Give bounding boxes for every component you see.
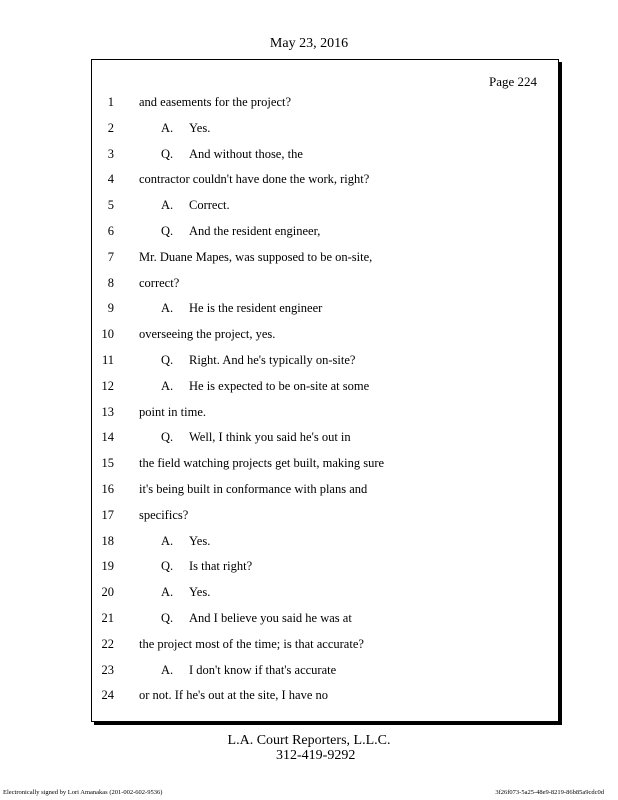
transcript-line — [92, 298, 558, 318]
line-text-container — [161, 221, 320, 241]
line-text-container — [139, 402, 206, 422]
line-text: Yes. — [189, 120, 211, 135]
qa-label: Q. — [161, 353, 174, 367]
document-hash: 3f26f073-5a25-48e9-8219-86b85a9cdc0d — [495, 789, 604, 796]
qa-label: A. — [161, 662, 174, 677]
line-text: it's being built in conformance with plans and — [139, 482, 368, 496]
line-text: or not. If he's out at the site, I have no — [139, 688, 329, 703]
transcript-line — [92, 144, 558, 164]
qa-label: A. — [161, 585, 174, 600]
line-number: 15 — [101, 456, 114, 471]
line-text-container — [161, 118, 210, 138]
line-text: Well, I think you said he's out in — [189, 430, 351, 445]
line-text: He is expected to be on-site at some — [189, 378, 370, 393]
page-number: Page 224 — [488, 74, 537, 89]
line-text-container — [139, 505, 188, 525]
line-number: 18 — [101, 533, 114, 548]
line-text-container — [161, 531, 210, 551]
line-number: 22 — [101, 636, 114, 651]
line-text: And I believe you said he was at — [189, 611, 352, 625]
line-text: contractor couldn't have done the work, right? — [139, 172, 370, 187]
line-number: 8 — [107, 275, 114, 290]
line-text-container — [139, 169, 369, 189]
line-number: 10 — [101, 327, 114, 342]
line-text: the project most of the time; is that accurate? — [139, 636, 364, 651]
transcript-line — [92, 402, 558, 422]
line-text-container — [161, 350, 355, 370]
transcript-line — [92, 608, 558, 628]
line-number: 7 — [107, 249, 114, 264]
line-text: overseeing the project, yes. — [139, 327, 276, 342]
transcript-line — [92, 247, 558, 267]
transcript-line — [92, 660, 558, 680]
line-number: 4 — [107, 172, 114, 187]
transcript-line — [92, 453, 558, 473]
transcript-line — [92, 427, 558, 447]
line-number: 21 — [101, 611, 114, 625]
transcript-line — [92, 634, 558, 654]
line-text-container — [161, 144, 303, 164]
line-number: 11 — [101, 353, 114, 367]
line-number: 20 — [101, 585, 114, 600]
line-number: 19 — [101, 559, 114, 574]
line-text: And without those, the — [189, 146, 303, 161]
line-text-container — [139, 247, 372, 267]
line-text-container — [139, 685, 328, 705]
transcript-line — [92, 118, 558, 138]
line-text-container — [139, 634, 364, 654]
line-text: Mr. Duane Mapes, was supposed to be on-site, — [139, 249, 373, 264]
line-number: 13 — [101, 404, 114, 419]
qa-label: Q. — [161, 430, 174, 445]
line-text-container — [161, 660, 336, 680]
transcript-page-frame — [91, 59, 559, 722]
line-text-container — [139, 324, 275, 344]
transcript-line — [92, 195, 558, 215]
transcript-line — [92, 221, 558, 241]
qa-label: A. — [161, 198, 174, 213]
line-number: 23 — [101, 662, 114, 677]
line-text-container — [161, 427, 351, 447]
qa-label: Q. — [161, 611, 174, 625]
transcript-line — [92, 531, 558, 551]
line-number: 16 — [101, 482, 114, 496]
qa-label: Q. — [161, 224, 174, 238]
line-number: 12 — [101, 378, 114, 393]
line-text-container — [161, 556, 252, 576]
line-text-container — [161, 582, 210, 602]
footer-phone: 312-419-9292 — [276, 748, 356, 763]
line-text: correct? — [139, 275, 180, 290]
line-text: the field watching projects get built, making sure — [139, 456, 385, 471]
line-number: 17 — [101, 507, 114, 522]
qa-label: A. — [161, 301, 174, 316]
line-number: 24 — [101, 688, 114, 703]
line-text-container — [139, 273, 179, 293]
qa-label: A. — [161, 120, 174, 135]
line-text: Correct. — [189, 198, 230, 213]
line-text: Yes. — [189, 585, 211, 600]
transcript-line — [92, 685, 558, 705]
qa-label: A. — [161, 533, 174, 548]
line-number: 2 — [107, 120, 114, 135]
transcript-line — [92, 273, 558, 293]
electronic-signature-note: Electronically signed by Lori Amanakas (201-002-602-9536) — [3, 789, 163, 796]
line-number: 14 — [101, 430, 114, 445]
qa-label: A. — [161, 378, 174, 393]
line-text: I don't know if that's accurate — [189, 662, 337, 677]
line-number: 3 — [107, 146, 114, 161]
line-number: 9 — [107, 301, 114, 316]
line-text: and easements for the project? — [139, 95, 292, 109]
line-number: 1 — [107, 95, 114, 109]
line-number: 5 — [107, 198, 114, 213]
transcript-line — [92, 350, 558, 370]
transcript-line — [92, 92, 558, 112]
line-text-container — [139, 92, 291, 112]
transcript-line — [92, 324, 558, 344]
line-text: specifics? — [139, 507, 189, 522]
line-text-container — [161, 608, 352, 628]
line-text-container — [139, 479, 367, 499]
line-number: 6 — [107, 224, 114, 238]
line-text: Right. And he's typically on-site? — [189, 353, 356, 367]
line-text-container — [161, 195, 230, 215]
line-text: point in time. — [139, 404, 207, 419]
line-text: And the resident engineer, — [189, 224, 321, 238]
transcript-line — [92, 582, 558, 602]
transcript-line — [92, 376, 558, 396]
line-text: Yes. — [189, 533, 211, 548]
transcript-line — [92, 556, 558, 576]
line-text-container — [139, 453, 384, 473]
line-text: Is that right? — [189, 559, 253, 574]
footer-company: L.A. Court Reporters, L.L.C. — [227, 733, 391, 748]
transcript-line — [92, 169, 558, 189]
transcript-line — [92, 479, 558, 499]
header-date: May 23, 2016 — [269, 36, 349, 51]
line-text-container — [161, 376, 369, 396]
transcript-line — [92, 505, 558, 525]
qa-label: Q. — [161, 559, 174, 574]
line-text: He is the resident engineer — [189, 301, 323, 316]
qa-label: Q. — [161, 146, 174, 161]
line-text-container — [161, 298, 322, 318]
